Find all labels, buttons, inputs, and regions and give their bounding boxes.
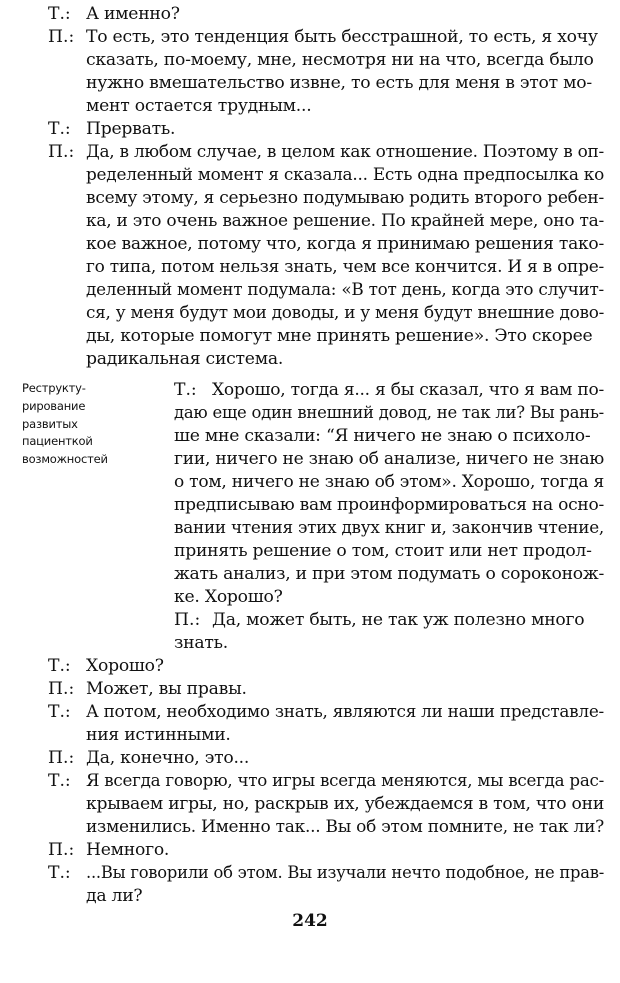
text-line: нужно вмешательство извне, то есть для меня в этот мо- [86, 73, 592, 93]
speaker-label: П.: [48, 679, 75, 699]
text-line: о том, ничего не знаю об этом». Хорошо, тогда я [174, 472, 604, 492]
text-line: даю еще один внешний довод, не так ли? Вы рань- [174, 403, 604, 423]
text-line: принять решение о том, стоит или нет продол- [174, 541, 592, 561]
text-line: изменились. Именно так... Вы об этом помните, не так ли? [86, 817, 604, 837]
text-line: го типа, потом нельзя знать, чем все кончится. И я в опре- [86, 257, 604, 277]
text-line: А потом, необходимо знать, являются ли наши представле- [86, 702, 605, 722]
text-line: ...Вы говорили об этом. Вы изучали нечто подобное, не прав- [86, 863, 605, 883]
text-line: Хорошо, тогда я... я бы сказал, что я вам по- [212, 380, 604, 400]
text-line: Прервать. [86, 119, 176, 139]
speaker-label: Т.: [48, 702, 71, 722]
text-line: Да, в любом случае, в целом как отношение. Поэтому в оп- [86, 142, 604, 162]
text-line: ке. Хорошо? [174, 587, 283, 607]
speaker-label: П.: [48, 142, 75, 162]
text-line: гии, ничего не знаю об анализе, ничего не знаю [174, 449, 604, 469]
text-line: ше мне сказали: “Я ничего не знаю о психоло- [174, 426, 591, 446]
text-line: всему этому, я серьезно подумываю родить второго ребен- [86, 188, 604, 208]
speaker-label: Т.: [174, 380, 197, 400]
speaker-label: П.: [48, 840, 75, 860]
margin-note-line: рирование [22, 398, 86, 413]
text-line: да ли? [86, 886, 143, 906]
text-line: деленный момент подумала: «В тот день, когда это случит- [86, 280, 604, 300]
speaker-label: Т.: [48, 863, 71, 883]
speaker-label: Т.: [48, 4, 71, 24]
text-line: предписываю вам проинформироваться на осно- [174, 495, 605, 515]
text-line: вании чтения этих двух книг и, закончив чтение, [174, 518, 605, 538]
speaker-label: Т.: [48, 119, 71, 139]
text-line: Да, конечно, это... [86, 748, 250, 768]
speaker-label: Т.: [48, 771, 71, 791]
page-number: 242 [292, 911, 328, 931]
text-line: ка, и это очень важное решение. По крайней мере, оно та- [86, 211, 604, 231]
text-line: мент остается трудным... [86, 96, 312, 116]
text-line: радикальная система. [86, 349, 284, 369]
text-line: ся, у меня будут мои доводы, и у меня будут внешние дово- [86, 303, 605, 323]
text-line: сказать, по-моему, мне, несмотря ни на что, всегда было [86, 50, 594, 70]
text-line: Да, может быть, не так уж полезно много [212, 610, 585, 630]
text-line: Хорошо? [86, 656, 164, 676]
text-line: Я всегда говорю, что игры всегда меняются, мы всегда рас- [86, 771, 605, 791]
speaker-label: П.: [48, 748, 75, 768]
text-line: ределенный момент я сказала... Есть одна предпосылка ко [86, 165, 605, 185]
text-line: ния истинными. [86, 725, 231, 745]
speaker-label: Т.: [48, 656, 71, 676]
text-line: То есть, это тенденция быть бесстрашной, то есть, я хочу [86, 27, 598, 47]
text-line: ды, которые помогут мне принять решение». Это скорее [86, 326, 593, 346]
speaker-label: П.: [48, 27, 75, 47]
text-line: кое важное, потому что, когда я принимаю решения тако- [86, 234, 604, 254]
margin-note-line: Реструкту- [22, 381, 86, 395]
speaker-label: П.: [174, 610, 201, 630]
margin-note-line: пациенткой [22, 434, 93, 449]
text-line: жать анализ, и при этом подумать о сороконож- [174, 564, 604, 584]
margin-note-line: возможностей [22, 452, 108, 467]
text-line: А именно? [86, 4, 180, 24]
text-line: крываем игры, но, раскрыв их, убеждаемся в том, что они [86, 794, 605, 814]
margin-note [22, 380, 152, 469]
text-line: Немного. [86, 840, 170, 860]
text-line: знать. [174, 633, 228, 653]
text-line: Может, вы правы. [86, 679, 247, 699]
margin-note-line: развитых [22, 416, 78, 431]
